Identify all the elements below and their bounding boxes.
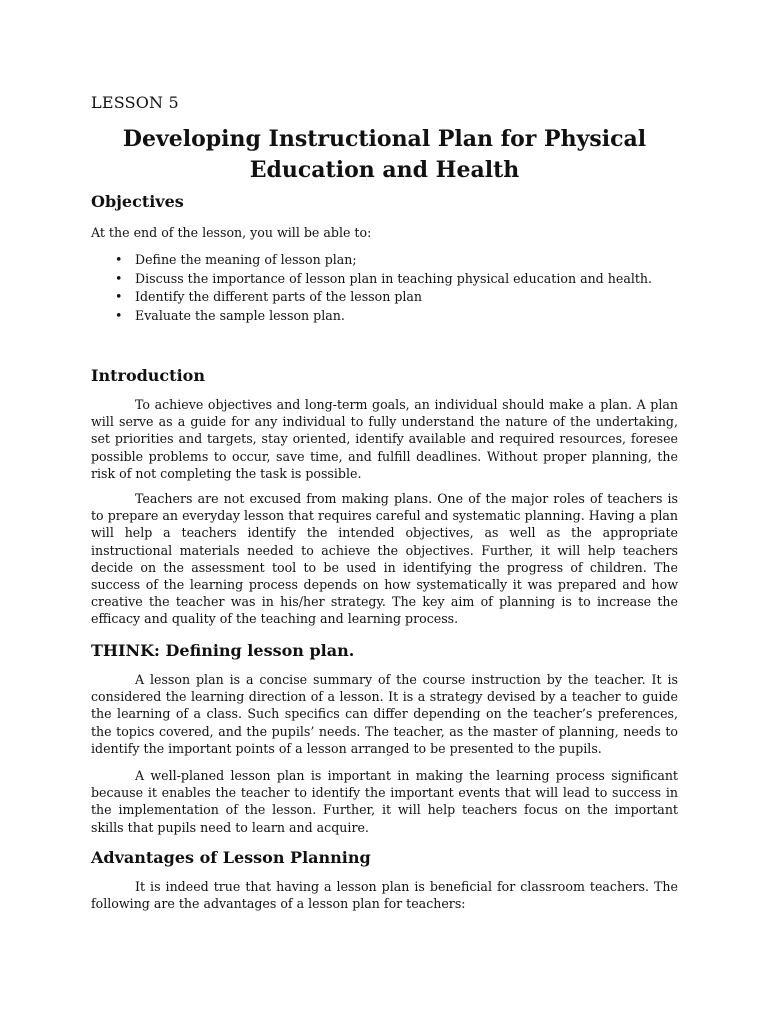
think-heading: THINK: Defining lesson plan.	[91, 641, 355, 660]
list-item: • Define the meaning of lesson plan;	[91, 251, 652, 270]
think-paragraph-2: A well-planed lesson plan is important in making the learning process significant because it enables the teacher to identify the important events that will lead to success in the implementation of the lesson. Further, it will help teachers focus on the important skills that pupils need to learn and acquire.	[91, 768, 678, 835]
objectives-heading: Objectives	[91, 192, 184, 211]
objectives-list	[91, 251, 652, 325]
bullet-icon: •	[115, 307, 123, 323]
list-item: • Evaluate the sample lesson plan.	[91, 307, 652, 326]
advantages-heading: Advantages of Lesson Planning	[91, 848, 371, 867]
list-item: • Identify the different parts of the lesson plan	[91, 288, 652, 307]
document-title: Developing Instructional Plan for Physical Education and Health	[122, 126, 647, 183]
bullet-icon: •	[115, 252, 123, 267]
list-item: • Discuss the importance of lesson plan in teaching physical education and health.	[91, 270, 652, 289]
introduction-paragraph-2: Teachers are not excused from making plans. One of the major roles of teachers is to prepare an everyday lesson that requires careful and systematic planning. Having a plan will help a teachers identify the intended objectives, as well as the appropriate instructional materials needed to achieve the objectives. Further, it will help teachers decide on the assessment tool to be used in identifying the progress of children. The success of the learning process depends on how systematically it was prepared and how creative the teacher was in his/her strategy. The key aim of planning is to increase the efficacy and quality of the teaching and learning process.	[91, 491, 678, 627]
objectives-intro: At the end of the lesson, you will be able to:	[91, 225, 372, 240]
introduction-paragraph-1: To achieve objectives and long-term goals, an individual should make a plan. A plan will serve as a guide for any individual to fully understand the nature of the undertaking, set priorities and targets, stay oriented, identify available and required resources, foresee possible problems to occur, save time, and fulfill deadlines. Without proper planning, the risk of not completing the task is possible.	[91, 397, 678, 481]
bullet-icon: •	[115, 289, 123, 304]
bullet-icon: •	[115, 270, 123, 286]
think-paragraph-1: A lesson plan is a concise summary of the course instruction by the teacher. It is considered the learning direction of a lesson. It is a strategy devised by a teacher to guide the learning of a class. Such specifics can differ depending on the teacher’s preferences, the topics covered, and the pupils’ needs. The teacher, as the master of planning, needs to identify the important points of a lesson arranged to be presented to the pupils.	[91, 672, 678, 756]
introduction-heading: Introduction	[91, 366, 205, 385]
advantages-paragraph: It is indeed true that having a lesson plan is beneficial for classroom teachers. The following are the advantages of a lesson plan for teachers:	[91, 879, 678, 912]
lesson-label: LESSON 5	[91, 93, 179, 112]
